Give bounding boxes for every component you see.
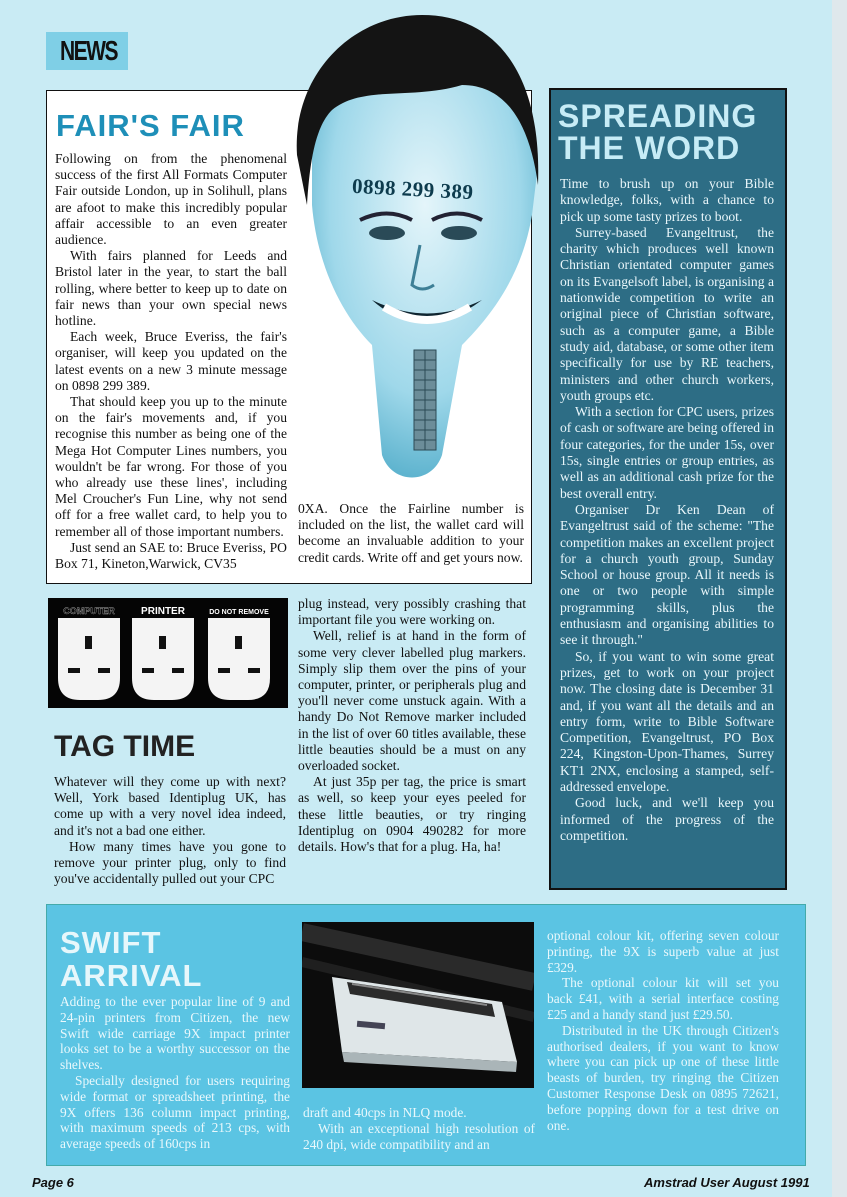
plug-icon — [208, 618, 270, 700]
paragraph: Time to brush up on your Bible knowledge, folks, with a chance to pick up some tasty prizes to boot. — [560, 176, 774, 224]
paragraph: optional colour kit, offering seven colour printing, the 9X is superb value at just £329. — [547, 928, 779, 975]
swift-headline — [60, 926, 202, 992]
fair-column-2 — [298, 501, 524, 566]
paragraph: Specially designed for users requiring wide format or spreadsheet printing, the 9X offers 136 column impact printing, with maximum speeds of 213 cps, with average speeds of 160cps in — [60, 1072, 290, 1152]
headline-line: SWIFT — [60, 925, 162, 960]
paragraph: Distributed in the UK through Citizen's authorised dealers, if you want to know where you can pick up one of these little beasts of burden, try ringing the Citizen Customer Response Desk on 0895 72621, before popping down for a test drive on one. — [547, 1022, 779, 1133]
plug-icon — [58, 618, 120, 700]
plug-label: DO NOT REMOVE — [209, 609, 269, 616]
spreading-column — [560, 176, 774, 844]
paragraph: Adding to the ever popular line of 9 and 24-pin printers from Citizen, the new Swift wide carriage 9X impact printer looks set to be a worthy successor on the shelves. — [60, 994, 290, 1073]
paragraph: plug instead, very possibly crashing that important file you were working on. — [298, 596, 526, 628]
tag-column-1 — [54, 774, 286, 887]
headline-line: THE WORD — [558, 130, 741, 166]
paragraph: Just send an SAE to: Bruce Everiss, PO Box 71, Kineton,Warwick, CV35 — [55, 539, 287, 572]
paragraph: With fairs planned for Leeds and Bristol later in the year, to start the ball rolling, where better to keep up to date on fair news than your own special news hotline. — [55, 248, 287, 329]
plug-label: COMPUTER — [63, 606, 115, 616]
headline-line: ARRIVAL — [60, 958, 203, 993]
tag-headline: TAG TIME — [54, 730, 196, 763]
news-section-tab — [46, 32, 128, 70]
headline-line: SPREADING — [558, 98, 758, 134]
phone-number-on-forehead: 0898 299 389 — [351, 173, 475, 205]
paragraph: How many times have you gone to remove your printer plug, only to find you've accidentally pulled out your CPC — [54, 838, 286, 887]
paragraph: Organiser Dr Ken Dean of Evangeltrust said of the scheme: "The competition makes an excellent project for a church youth group, Sunday School or house group. All it needs is one or two people with simple programming skills, plus the enthusiasm and organising abilities to see it through." — [560, 501, 774, 648]
printer-photo — [302, 922, 534, 1088]
paragraph: draft and 40cps in NLQ mode. — [303, 1105, 467, 1120]
paragraph: With an exceptional high resolution of 240 dpi, wide compatibility and an — [303, 1120, 535, 1152]
spreading-headline — [558, 100, 757, 164]
plug-icon — [132, 618, 194, 700]
paragraph: So, if you want to win some great prizes, get to work on your project now. The closing date is December 31 and, if you want all the details and an entry form, write to Bible Software Competition, Evangeltrust, PO Box 224, Kingston-Upon-Thames, Surrey KT1 2NX, enclosing a stamped, self-addressed envelope. — [560, 648, 774, 794]
swift-column-1 — [60, 994, 290, 1152]
paragraph: Well, relief is at hand in the form of some very clever labelled plug markers. Simply slip them over the pins of your computer, printer, or peripherals plug and you'll never come unstuck again. With a handy Do Not Remove marker included in the list of over 60 titles available, these little beauties should be a must on any overloaded socket. — [298, 628, 526, 774]
paragraph: Good luck, and we'll keep you informed of the progress of the competition. — [560, 795, 774, 843]
plug-label: PRINTER — [141, 606, 185, 617]
paragraph: With a section for CPC users, prizes of cash or software are being offered in four categories, for the under 15s, over 15s, single entries or group entries, as well as an additional cash prize for the best overall entry. — [560, 404, 774, 501]
paragraph: At just 35p per tag, the price is smart as well, so keep your eyes peeled for these little beauties, or try ringing Identiplug on 0904 490282 for more details. How's that for a plug. Ha, ha! — [298, 774, 526, 855]
issue-credit: Amstrad User August 1991 — [644, 1175, 810, 1190]
swift-column-3 — [547, 928, 779, 1133]
fair-headline: FAIR'S FAIR — [56, 108, 245, 143]
paragraph: Each week, Bruce Everiss, the fair's organiser, will keep you updated on the latest events on a new 3 minute message on 0898 299 389. — [55, 329, 287, 393]
paragraph: 0XA. Once the Fairline number is included on the list, the wallet card will become an invaluable addition to your credit cards. Write off and get yours now. — [298, 501, 524, 565]
page-number: Page 6 — [32, 1175, 74, 1190]
paragraph: The optional colour kit will set you back £41, with a serial interface costing £25 and a handy stand just £29.50. — [547, 975, 779, 1022]
paragraph: That should keep you up to the minute on the fair's movements and, if you recognise this number as being one of the Mega Hot Computer Lines numbers, you wouldn't be far wrong. For those of you who already use these lines', including Mel Croucher's Fun Line, why not send off for a free wallet card, to help you to remember all of those important numbers. — [55, 394, 287, 539]
paragraph: Whatever will they come up with next? Well, York based Identiplug UK, has come up with a very novel idea indeed, and it's not a bad one either. — [54, 774, 286, 838]
paragraph: Following on from the phenomenal success of the first All Formats Computer Fair outside London, up in Solihull, plans are afoot to make this incredibly popular affair accessible to an even greater audience. — [55, 151, 287, 248]
section-label: NEWS — [60, 35, 117, 66]
paragraph: Surrey-based Evangeltrust, the charity which produces well known Christian orientated computer games on its Evangelsoft label, is organising a nationwide competition to write an original piece of Christian software, such as a computer game, a Bible study aid, database, or some other item specifically for use by RE teachers, ministers and other church workers, youth groups etc. — [560, 224, 774, 403]
face-illustration — [292, 15, 540, 495]
swift-column-2 — [303, 1105, 535, 1152]
plug-markers-photo — [48, 598, 288, 708]
fair-column-1 — [55, 151, 287, 572]
page-edge — [832, 0, 847, 1197]
tag-column-2 — [298, 596, 526, 855]
